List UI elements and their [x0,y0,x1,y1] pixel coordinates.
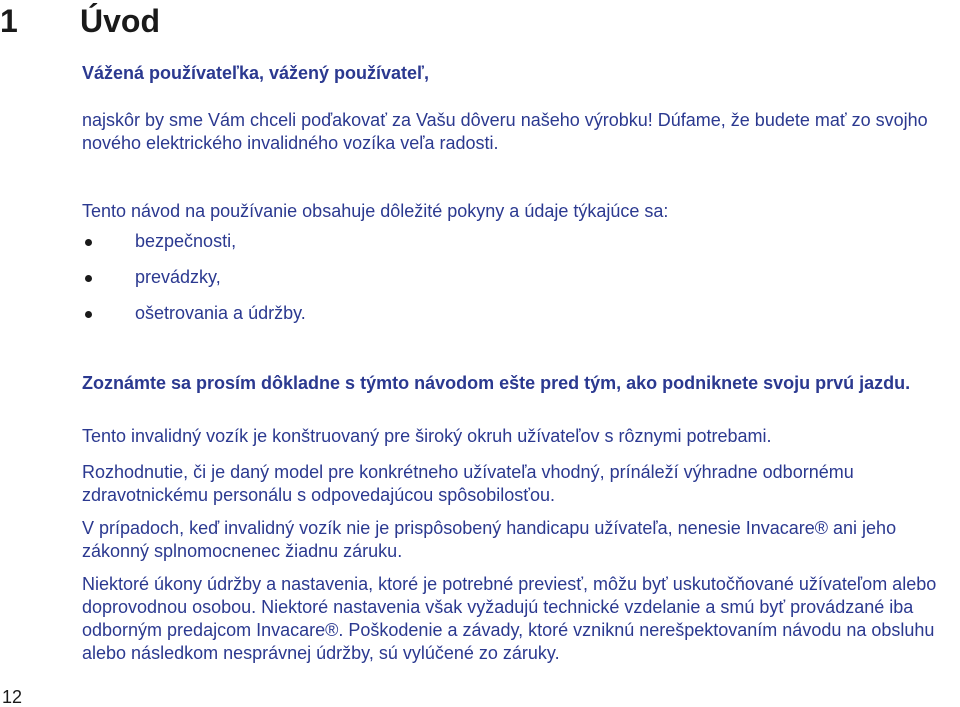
page-number: 12 [2,687,23,707]
list-item [82,302,306,338]
list-item-label: prevádzky, [135,267,221,287]
bullet-icon [85,311,92,318]
list-item-label: ošetrovania a údržby. [135,303,306,323]
section-number: 1 [0,3,18,39]
section-title: Úvod [80,3,160,39]
list-item [82,266,306,302]
paragraph-maintenance: Niektoré úkony údržby a nastavenia, ktoré je potrebné previesť, môžu byť uskutočňované užívateľom alebo doprovodnou osobou. Niektoré nastavenia však vyžadujú technické vzdelanie a smú byť provádzané iba odborným predajcom Invacare®. Poškodenie a závady, ktoré vzniknú nerešpektovaním návodu na obsluhu alebo následkom nesprávnej údržby, sú vylúčené zo záruky. [82,574,937,663]
paragraph-suitability: Rozhodnutie, či je daný model pre konkrétneho užívateľa vhodný, prínáleží výhradne odbornému zdravotnickému personálu s odpovedajúcou spôsobilosťou. [82,462,854,505]
greeting: Vážená používateľka, vážený používateľ, [82,63,429,83]
paragraph-target-users: Tento invalidný vozík je konštruovaný pre široký okruh užívateľov s rôznymi potrebami. [82,426,772,446]
intro-paragraph: najskôr by sme Vám chceli poďakovať za Vašu dôveru našeho výrobku! Dúfame, že budete mať zo svojho nového elektrického invalidného vozíka veľa radosti. [82,110,928,153]
warning-paragraph: Zoznámte sa prosím dôkladne s týmto návodom ešte pred tým, ako podniknete svoju prvú jazdu. [82,373,911,393]
contents-list [82,230,306,338]
paragraph-warranty: V prípadoch, keď invalidný vozík nie je prispôsobený handicapu užívateľa, nenesie Invacare® ani jeho zákonný splnomocnenec žiadnu záruku. [82,518,897,561]
bullet-icon [85,239,92,246]
contents-lead: Tento návod na používanie obsahuje dôležité pokyny a údaje týkajúce sa: [82,201,669,221]
bullet-icon [85,275,92,282]
list-item-label: bezpečnosti, [135,231,237,251]
section-heading [0,2,160,40]
list-item [82,230,306,266]
